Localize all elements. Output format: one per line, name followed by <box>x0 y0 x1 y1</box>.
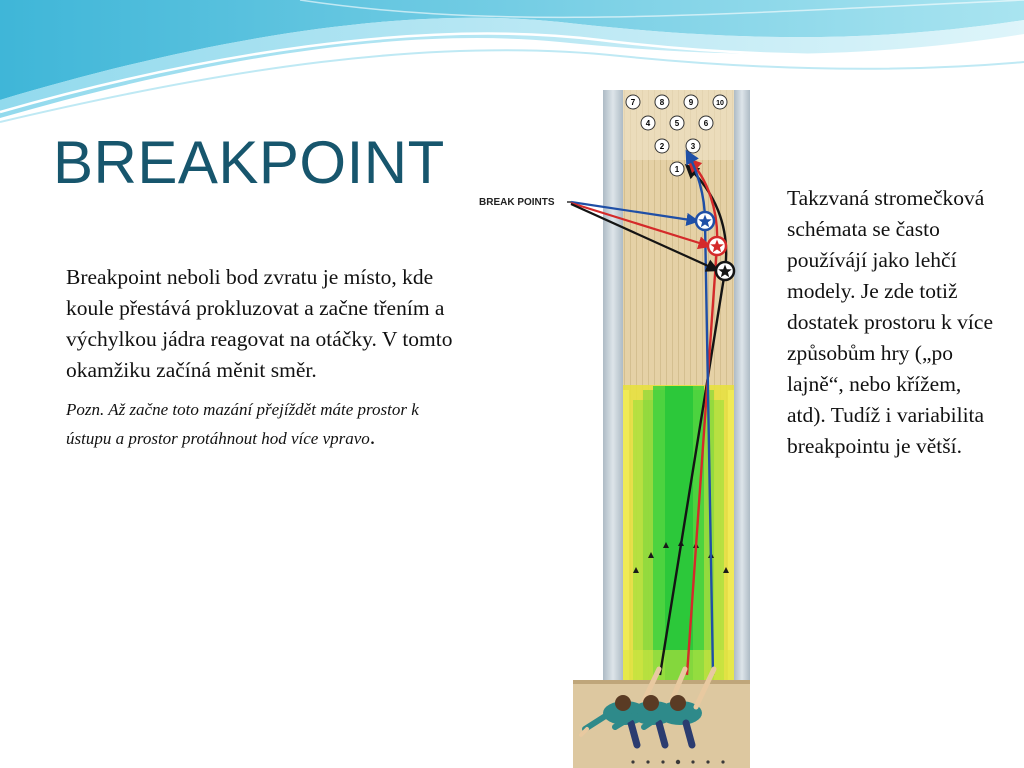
pin-6 <box>699 116 713 130</box>
note-paragraph <box>66 396 466 452</box>
pin-10 <box>713 95 727 109</box>
svg-text:9: 9 <box>688 98 694 107</box>
note-end: . <box>369 424 376 449</box>
pin-3 <box>686 139 700 153</box>
red-breakpoint-star-icon <box>708 237 726 255</box>
black-breakpoint-star-icon <box>716 262 734 280</box>
svg-text:6: 6 <box>703 119 709 128</box>
pin-9 <box>684 95 698 109</box>
bowling-lane-figure <box>475 90 750 768</box>
svg-text:4: 4 <box>645 119 651 128</box>
oil-pattern <box>623 385 734 690</box>
pin-5 <box>670 116 684 130</box>
right-gutter <box>734 90 750 690</box>
left-gutter <box>603 90 623 690</box>
pin-4 <box>641 116 655 130</box>
pin-1 <box>670 162 684 176</box>
svg-text:10: 10 <box>716 100 724 107</box>
svg-text:1: 1 <box>674 165 680 174</box>
break-points-label: BREAK POINTS <box>479 197 555 208</box>
svg-text:7: 7 <box>630 98 636 107</box>
svg-text:3: 3 <box>690 142 696 151</box>
pin-7 <box>626 95 640 109</box>
svg-text:5: 5 <box>674 119 680 128</box>
breakpoint-definition: Breakpoint neboli bod zvratu je místo, kde koule přestává prokluzovat a začne třením a výchylkou jádra reagovat na otáčky. V tomto okamžiku začíná měnit směr. <box>66 265 453 382</box>
svg-text:8: 8 <box>659 98 665 107</box>
note-text: Pozn. Až začne toto mazání přejíždět máte prostor k ústupu a prostor protáhnout hod více vpravo <box>66 400 419 448</box>
left-text-block <box>66 262 466 452</box>
slide-title: BREAKPOINT <box>53 129 445 196</box>
pin-8 <box>655 95 669 109</box>
pin-2 <box>655 139 669 153</box>
blue-breakpoint-star-icon <box>696 212 714 230</box>
svg-text:2: 2 <box>659 142 665 151</box>
right-text-block: Takzvaná stromečková schémata se často používájí jako lehčí modely. Je zde totiž dostatek prostoru k více způsobům hry („po lajně“, nebo křížem, atd). Tudíž i variabilita breakpointu je větší. <box>787 186 993 458</box>
